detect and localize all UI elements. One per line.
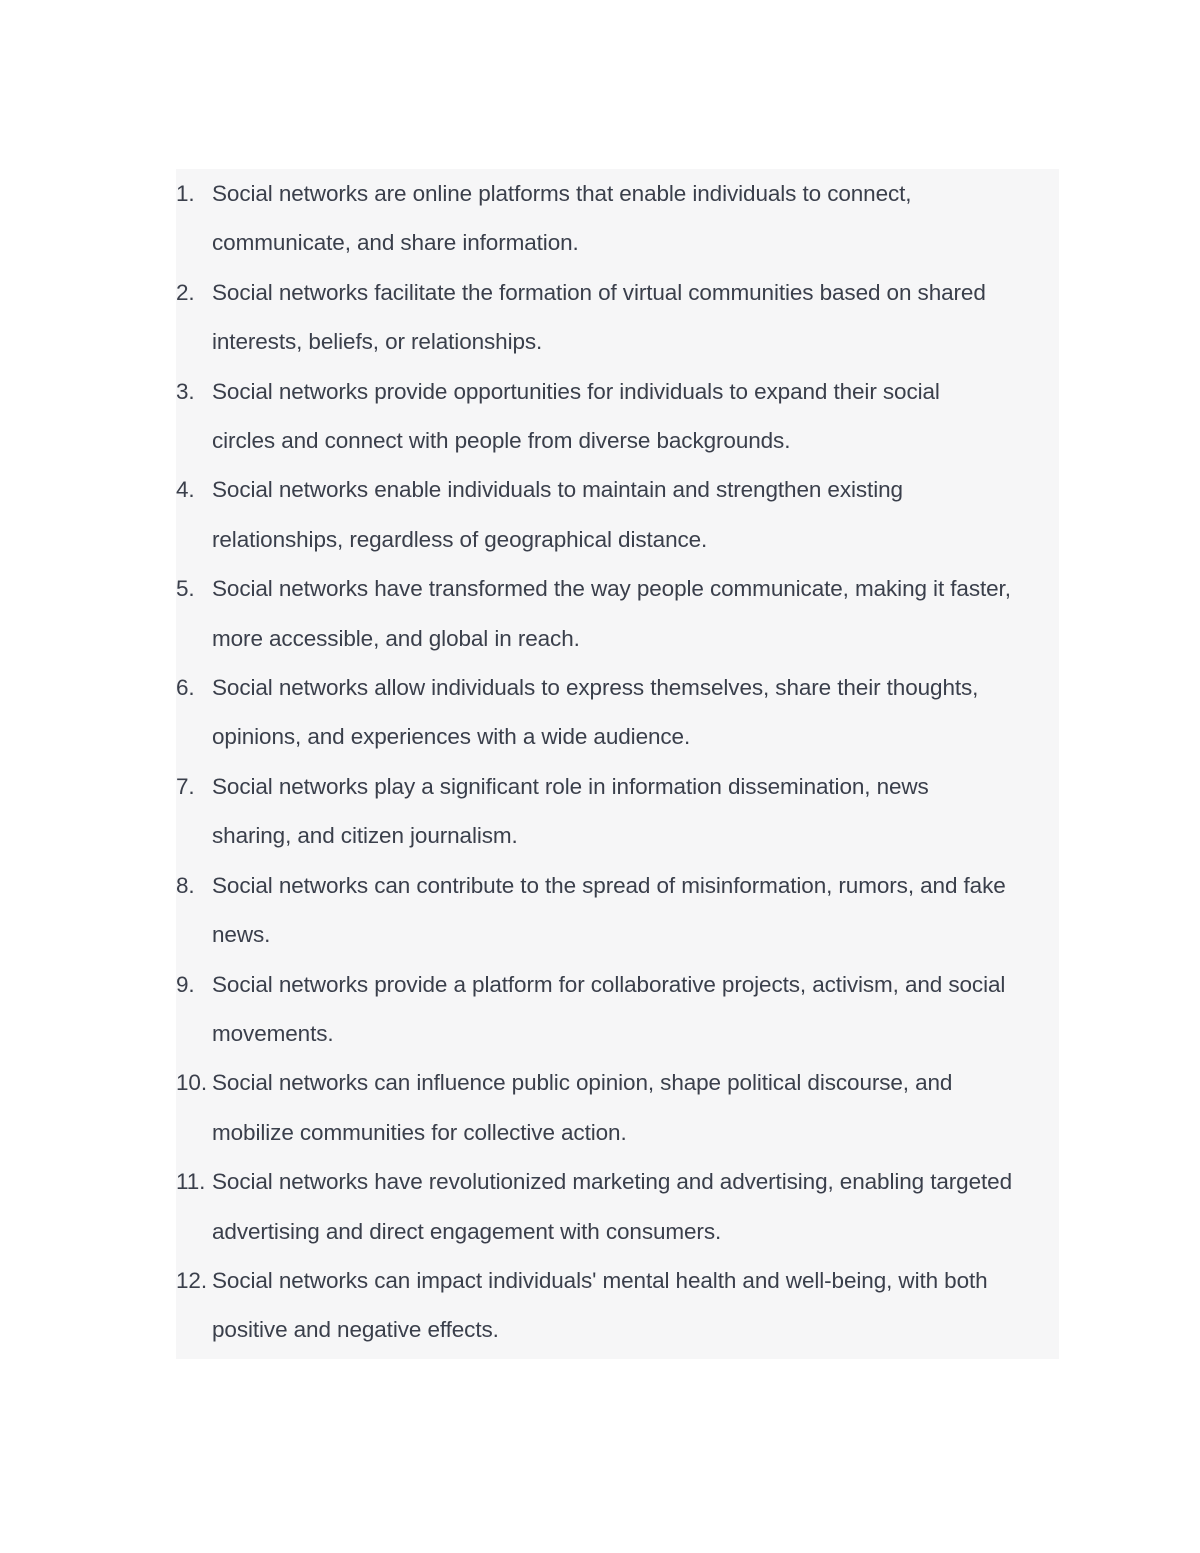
list-item-text xyxy=(212,861,1059,960)
list-item xyxy=(176,1058,1059,1157)
list-item xyxy=(176,663,1059,762)
list-item-line: Social networks can influence public opinion, shape political discourse, and xyxy=(212,1070,953,1096)
list-item-number: 6. xyxy=(176,675,195,701)
list-item-line: circles and connect with people from diverse backgrounds. xyxy=(212,428,791,454)
list-item-line: Social networks have revolutionized marketing and advertising, enabling targeted xyxy=(212,1169,1012,1195)
list-item-number: 7. xyxy=(176,773,195,799)
list-item-line: mobilize communities for collective action. xyxy=(212,1119,627,1145)
list-item-line: Social networks can impact individuals' mental health and well-being, with both xyxy=(212,1267,988,1293)
list-item-line: news. xyxy=(212,922,271,948)
list-item-line: Social networks facilitate the formation of virtual communities based on shared xyxy=(212,279,986,305)
list-item-number: 3. xyxy=(176,378,195,404)
list-item-line: Social networks provide a platform for collaborative projects, activism, and social xyxy=(212,971,1006,997)
list-item xyxy=(176,1157,1059,1256)
list-item-line: Social networks have transformed the way people communicate, making it faster, xyxy=(212,576,1011,602)
list-item xyxy=(176,367,1059,466)
list-item xyxy=(176,465,1059,564)
list-item xyxy=(176,564,1059,663)
list-item-number: 12. xyxy=(176,1267,207,1293)
list-item-number: 11. xyxy=(176,1169,206,1195)
list-item xyxy=(176,169,1059,268)
list-item-text xyxy=(212,564,1059,663)
list-item-line: Social networks allow individuals to express themselves, share their thoughts, xyxy=(212,675,979,701)
list-item-line: more accessible, and global in reach. xyxy=(212,625,580,651)
list-item-line: movements. xyxy=(212,1020,334,1046)
list-item-number: 4. xyxy=(176,477,195,503)
list-item-text xyxy=(212,762,1059,861)
list-item-line: interests, beliefs, or relationships. xyxy=(212,329,543,355)
list-item-line: Social networks enable individuals to maintain and strengthen existing xyxy=(212,477,903,503)
list-item-line: relationships, regardless of geographical distance. xyxy=(212,526,708,552)
list-item-number: 9. xyxy=(176,971,195,997)
list-item xyxy=(176,1256,1059,1355)
list-item-number: 5. xyxy=(176,576,195,602)
list-item-number: 8. xyxy=(176,872,195,898)
list-item-text xyxy=(212,663,1059,762)
list-item-line: Social networks provide opportunities for individuals to expand their social xyxy=(212,378,940,404)
list-item xyxy=(176,960,1059,1059)
list-item-text xyxy=(212,1157,1059,1256)
list-item-text xyxy=(212,268,1059,367)
numbered-list xyxy=(176,169,1059,1355)
list-item-number: 1. xyxy=(176,181,195,206)
list-item-line: Social networks can contribute to the spread of misinformation, rumors, and fake xyxy=(212,872,1006,898)
list-item-line: Social networks play a significant role in information dissemination, news xyxy=(212,773,929,799)
list-item-number: 2. xyxy=(176,279,195,305)
list-item-text xyxy=(212,465,1059,564)
list-item xyxy=(176,762,1059,861)
list-item-line: advertising and direct engagement with consumers. xyxy=(212,1218,722,1244)
list-item-text xyxy=(212,960,1059,1059)
list-item-text xyxy=(212,1058,1059,1157)
list-item-line: sharing, and citizen journalism. xyxy=(212,823,518,849)
list-item xyxy=(176,861,1059,960)
list-item-text xyxy=(212,367,1059,466)
list-item-line: communicate, and share information. xyxy=(212,230,579,256)
list-item-text xyxy=(212,169,1059,268)
content-block xyxy=(176,169,1059,1359)
list-item xyxy=(176,268,1059,367)
list-item-line: opinions, and experiences with a wide audience. xyxy=(212,724,691,750)
list-item-line: Social networks are online platforms that enable individuals to connect, xyxy=(212,181,912,206)
list-item-number: 10. xyxy=(176,1070,207,1096)
list-item-line: positive and negative effects. xyxy=(212,1317,499,1343)
list-item-text xyxy=(212,1256,1059,1355)
